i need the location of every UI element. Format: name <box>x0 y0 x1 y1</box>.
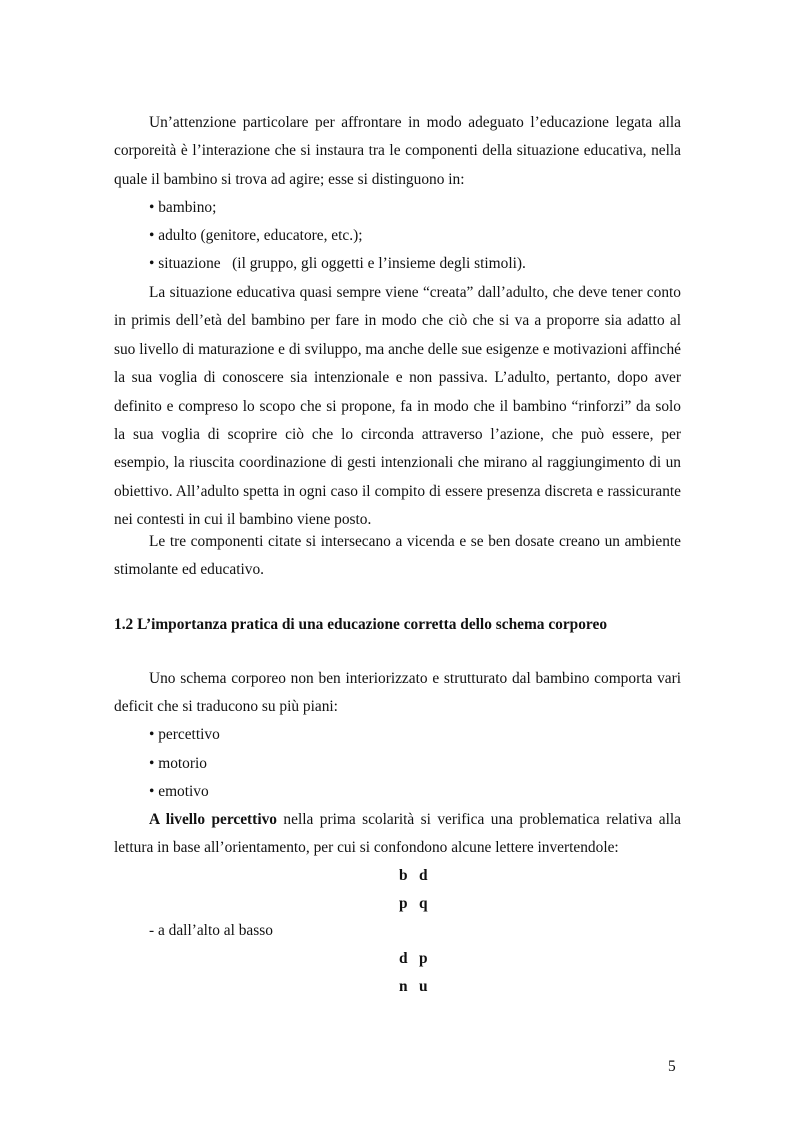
bullet-situazione: • situazione (il gruppo, gli oggetti e l’insieme degli stimoli). <box>149 255 526 272</box>
paragraph-situazione: La situazione educativa quasi sempre viene “creata” dall’adulto, che deve tener conto in primis dell’età del bambino per fare in modo che ciò che si va a proporre sia adatto al suo livello di maturazione e di sviluppo, ma anche delle sue esigenze e motivazioni affinché la sua voglia di conoscere sia intenzionale e non passiva. L’adulto, pertanto, dopo aver definito e compreso lo scopo che si propone, fa in modo che il bambino “rinforzi” da solo la sua voglia di scoprire ciò che lo circonda attraverso l’azione, che può essere, per esempio, la riuscita coordinazione di gesti intenzionali che mirano al raggiungimento di un obiettivo. All’adulto spetta in ogni caso il compito di essere presenza discreta e rassicurante nei contesti in cui il bambino viene posto. <box>114 284 681 529</box>
letter: d <box>419 867 428 884</box>
letter: u <box>419 978 428 995</box>
paragraph-componenti: Le tre componenti citate si intersecano a vicenda e se ben dosate creano un ambiente stimolante ed educativo. <box>114 533 681 579</box>
page-number: 5 <box>668 1058 676 1075</box>
letter-pair-p-q <box>399 890 439 918</box>
letter-pair-b-d <box>399 862 439 890</box>
bullet-bambino: • bambino; <box>149 199 217 216</box>
letter-pair-d-p <box>399 945 439 973</box>
section-heading: 1.2 L’importanza pratica di una educazione corretta dello schema corporeo <box>114 616 608 633</box>
letter: p <box>419 950 428 967</box>
note-dall-alto: - a dall’alto al basso <box>149 922 273 939</box>
paragraph-livello-percettivo <box>114 806 681 863</box>
letter-pair-n-u <box>399 973 439 1001</box>
bold-lead: A livello percettivo <box>149 811 277 828</box>
paragraph-intro: Un’attenzione particolare per affrontare in modo adeguato l’educazione legata alla corporeità è l’interazione che si instaura tra le componenti della situazione educativa, nella quale il bambino si trova ad agire; esse si distinguono in: <box>114 114 681 188</box>
bullet-emotivo: • emotivo <box>149 783 209 800</box>
letter: d <box>399 950 408 967</box>
bullet-motorio: • motorio <box>149 755 207 772</box>
letter: b <box>399 867 408 884</box>
paragraph-schema: Uno schema corporeo non ben interiorizzato e strutturato dal bambino comporta vari deficit che si traducono su più piani: <box>114 670 681 716</box>
letter: p <box>399 895 408 912</box>
bullet-percettivo: • percettivo <box>149 726 220 743</box>
letter: q <box>419 895 428 912</box>
letter: n <box>399 978 408 995</box>
bullet-adulto: • adulto (genitore, educatore, etc.); <box>149 227 363 244</box>
paragraph-livello-rest: nella prima scolarità si verifica una problematica relativa alla lettura in base all’orientamento, per cui si confondono alcune lettere invertendole: <box>114 811 681 857</box>
